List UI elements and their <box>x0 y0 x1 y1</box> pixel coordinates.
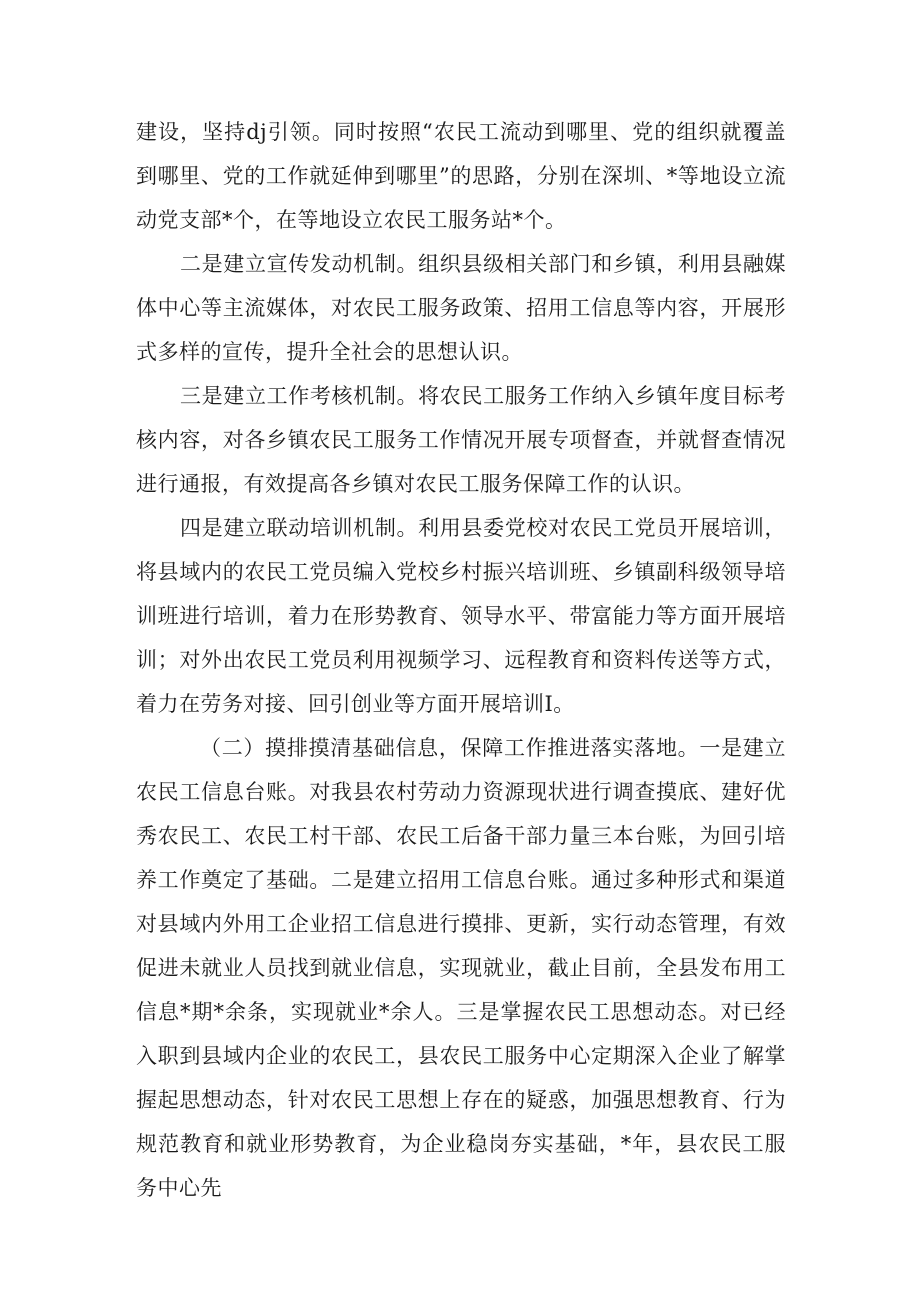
paragraph-assessment-mechanism: 三是建立工作考核机制。将农民工服务工作纳入乡镇年度目标考核内容，对各乡镇农民工服务工作情况开展专项督查，并就督查情况进行通报，有效提高各乡镇对农民工服务保障工作的认识。 <box>136 384 786 496</box>
paragraph-training-mechanism: 四是建立联动培训机制。利用县委党校对农民工党员开展培训，将县域内的农民工党员编入党校乡村振兴培训班、乡镇副科级领导培训班进行培训，着力在形势教育、领导水平、带富能力等方面开展培训；对外出农民工党员利用视频学习、远程教育和资料传送等方式，着力在劳务对接、回引创业等方面开展培训I。 <box>136 516 786 716</box>
paragraph-publicity-mechanism: 二是建立宣传发动机制。组织县级相关部门和乡镇，利用县融媒体中心等主流媒体，对农民工服务政策、招用工信息等内容，开展形式多样的宣传，提升全社会的思想认识。 <box>136 252 786 364</box>
paragraph-basic-information: （二）摸排摸清基础信息，保障工作推进落实落地。一是建立农民工信息台账。对我县农村劳动力资源现状进行调查摸底、建好优秀农民工、农民工村干部、农民工后备干部力量三本台账，为回引培养工作奠定了基础。二是建立招用工信息台账。通过多种形式和渠道对县域内外用工企业招工信息进行摸排、更新，实行动态管理，有效促进未就业人员找到就业信息，实现就业，截止目前，全县发布用工信息*期*余条，实现就业*余人。三是掌握农民工思想动态。对已经入职到县域内企业的农民工，县农民工服务中心定期深入企业了解掌握起思想动态，针对农民工思想上存在的疑惑，加强思想教育、行为规范教育和就业形势教育，为企业稳岗夯实基础，*年，县农民工服务中心先 <box>136 736 786 1200</box>
document-body <box>136 110 786 1210</box>
paragraph-continuation: 建设，坚持dj引领。同时按照“农民工流动到哪里、党的组织就覆盖到哪里、党的工作就延伸到哪里”的思路，分别在深圳、*等地设立流动党支部*个，在等地设立农民工服务站*个。 <box>136 120 786 232</box>
